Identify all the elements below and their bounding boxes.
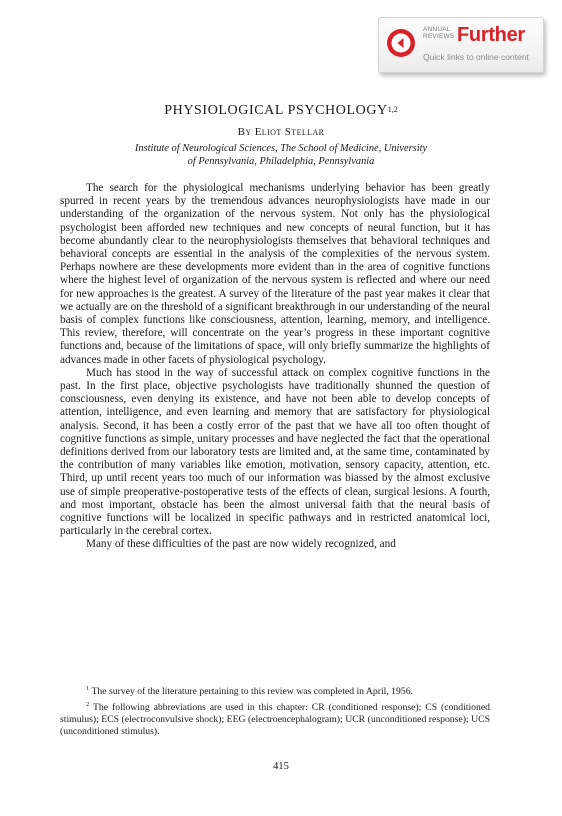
article-title: PHYSIOLOGICAL PSYCHOLOGY$^{1,2}$ <box>164 103 398 118</box>
body-paragraph: Much has stood in the way of successful attack on complex cognitive functions in the past. In the first place, objective psychologists have traditionally shunned the question of consciousness, even denying its existence, and have not been able to develop concepts of attention, intelligence, and even learning and memory that are satisfactory for physiological analysis. Second, it has been a costly error of the past that we have all too often thought of cognitive functions as simple, unitary processes and have neglected the fact that the operational definitions derived from our laboratory tests are limited and, at the same time, contaminated by the contribution of many variables like emotion, motivation, sensory capacity, attention, etc. Third, up until recent years too much of our information was biassed by the almost exclusive use of simple preoperative-postoperative tests of the effects of clean, surgical lesions. A fourth, and most important, obstacle has been the almost universal faith that the neural basis of cognitive functions will be localized in specific pathways and in restricted anatomical loci, particularly in the cerebral cortex. <box>60 366 490 538</box>
author-byline: By Eliot Stellar <box>237 126 325 138</box>
body-paragraph: Many of these difficulties of the past are now widely recognized, and <box>86 538 396 551</box>
footnote: $^2$ The following abbreviations are used in this chapter: CR (conditioned response); CS (conditioned stimulus); ECS (electroconvulsive shock); EEG (electroencephalogram); UCR (unconditioned response); UCS (unconditioned stimulus). <box>60 700 490 738</box>
page-number: 415 <box>273 761 289 772</box>
play-circle-icon <box>386 28 416 58</box>
author-affiliation: Institute of Neurological Sciences, The School of Medicine, University of Pennsylvania, Philadelphia, Pennsylvania <box>134 143 428 168</box>
title-footnote-marks: 1,2 <box>387 105 398 114</box>
article-body <box>60 182 490 552</box>
badge-brand: Further <box>457 24 525 46</box>
body-paragraph: The search for the physiological mechanisms underlying behavior has been greatly spurred in recent years by the tremendous advances neurophysiologists have made in our understanding of the organization of the nervous system. Not only has the physiological psychologist been afforded new techniques and new concepts of neural function, but it has become abundantly clear to the neurophysiologists themselves that behavioral techniques and behavioral concepts are essential in the analysis of the complexities of the nervous system. Perhaps nowhere are these developments more evident than in the area of cognitive functions where the highest level of organization of the nervous system is reflected and where our need for new approaches is the greatest. A survey of the literature of the past year makes it clear that we actually are on the threshold of a significant breakthrough in our understanding of the neural basis of complex functions like consciousness, attention, learning, memory, and intelligence. This review, therefore, will concentrate on the year’s progress in these important cognitive functions and, because of the limitations of space, will only briefly summarize the highlights of advances made in other facets of physiological psychology. <box>60 182 490 366</box>
badge-publisher-name: ANNUAL REVIEWS <box>423 26 455 40</box>
footnotes <box>60 683 490 739</box>
annual-reviews-further-badge[interactable] <box>378 17 544 73</box>
footnote: $^1$ The survey of the literature pertaining to this review was completed in April, 1956. <box>86 685 413 698</box>
badge-subtitle: Quick links to online content <box>423 52 529 62</box>
